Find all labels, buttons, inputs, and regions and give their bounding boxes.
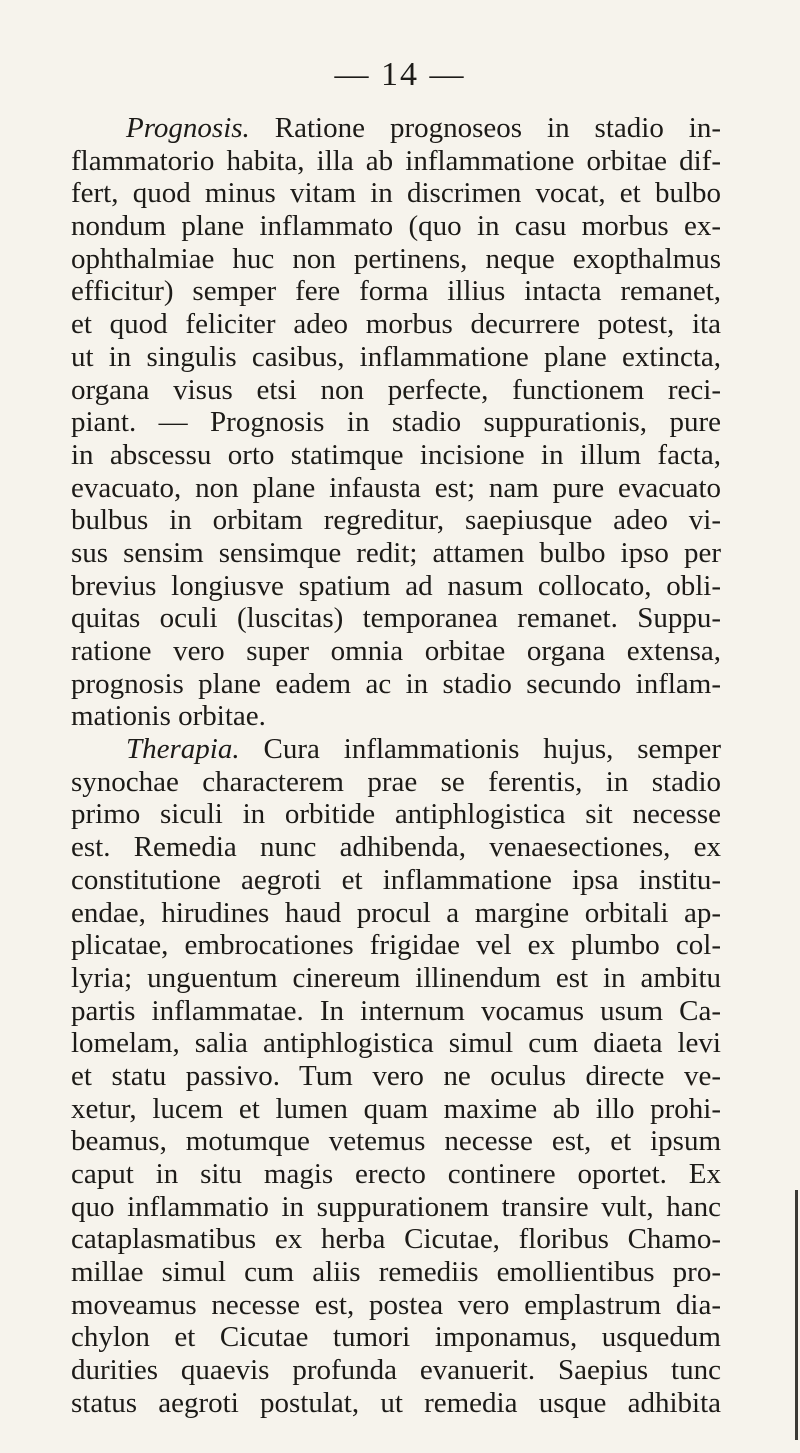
text-line: quo inflammatio in suppurationem transire vult, hanc	[71, 1190, 721, 1223]
section-term-prognosis: Prognosis.	[126, 112, 250, 144]
text-line: partis inflammatae. In internum vocamus usum Ca-	[71, 994, 721, 1027]
text-line: chylon et Cicutae tumori imponamus, usquedum	[71, 1321, 721, 1354]
text-line: et statu passivo. Tum vero ne oculus directe ve-	[71, 1059, 721, 1092]
text-line: flammatorio habita, illa ab inflammatione orbitae dif-	[71, 144, 721, 177]
text-line: millae simul cum aliis remediis emollientibus pro-	[71, 1256, 721, 1289]
text-line: endae, hirudines haud procul a margine orbitali ap-	[71, 896, 721, 929]
text-line: est. Remedia nunc adhibenda, venaesectiones, ex	[71, 831, 721, 864]
text-line: primo siculi in orbitide antiphlogistica sit necesse	[71, 798, 721, 831]
text-line: in abscessu orto statimque incisione in illum facta,	[71, 438, 721, 471]
text-line: piant. — Prognosis in stadio suppurationis, pure	[71, 406, 721, 439]
text-line: sus sensim sensimque redit; attamen bulbo ipso per	[71, 536, 721, 569]
text-line: ratione vero super omnia orbitae organa extensa,	[71, 635, 721, 667]
text-line: ut in singulis casibus, inflammatione plane extincta,	[71, 340, 721, 373]
page-number: — 14 —	[334, 56, 466, 93]
text-line: lyria; unguentum cinereum illinendum est in ambitu	[71, 961, 721, 994]
text-line: cataplasmatibus ex herba Cicutae, floribus Chamo-	[71, 1223, 721, 1256]
text-line: prognosis plane eadem ac in stadio secundo inflam-	[71, 667, 721, 700]
text-line-fragment: Cura inflammationis hujus, semper	[239, 733, 721, 766]
text-line: synochae characterem prae se ferentis, in stadio	[71, 765, 721, 798]
text-line: xetur, lucem et lumen quam maxime ab illo prohi-	[71, 1092, 721, 1125]
text-line: et quod feliciter adeo morbus decurrere potest, ita	[71, 308, 721, 341]
text-line: beamus, motumque vetemus necesse est, et ipsum	[71, 1125, 721, 1158]
section-term-therapia: Therapia.	[126, 733, 240, 766]
text-line: quitas oculi (luscitas) temporanea remanet. Suppu-	[71, 602, 721, 635]
text-line: brevius longiusve spatium ad nasum collocato, obli-	[71, 569, 721, 602]
text-line-fragment: Ratione prognoseos in stadio in-	[249, 112, 721, 144]
text-line: constitutione aegroti et inflammatione ipsa institu-	[71, 863, 721, 896]
text-line	[71, 733, 721, 766]
text-line: caput in situ magis erecto continere oportet. Ex	[71, 1158, 721, 1190]
text-line: ophthalmiae huc non pertinens, neque exopthalmus	[71, 242, 721, 275]
text-line: durities quaevis profunda evanuerit. Saepius tunc	[71, 1354, 721, 1387]
text-line: mationis orbitae.	[71, 700, 266, 733]
text-line: lomelam, salia antiphlogistica simul cum diaeta levi	[71, 1027, 721, 1060]
text-line: evacuato, non plane infausta est; nam pure evacuato	[71, 471, 721, 504]
text-line: bulbus in orbitam regreditur, saepiusque adeo vi-	[71, 504, 721, 537]
body-text	[71, 112, 721, 1420]
page-edge-shadow	[795, 1190, 798, 1440]
text-line: organa visus etsi non perfecte, functionem reci-	[71, 373, 721, 406]
paragraph-therapia	[71, 733, 721, 1419]
text-line: status aegroti postulat, ut remedia usque adhibita	[71, 1386, 721, 1419]
paragraph-prognosis	[71, 112, 721, 733]
text-line: nondum plane inflammato (quo in casu morbus ex-	[71, 210, 721, 243]
text-line: efficitur) semper fere forma illius intacta remanet,	[71, 275, 721, 308]
text-line: fert, quod minus vitam in discrimen vocat, et bulbo	[71, 177, 721, 210]
text-line: plicatae, embrocationes frigidae vel ex plumbo col-	[71, 929, 721, 962]
text-line	[71, 112, 721, 145]
text-line: moveamus necesse est, postea vero emplastrum dia-	[71, 1288, 721, 1321]
